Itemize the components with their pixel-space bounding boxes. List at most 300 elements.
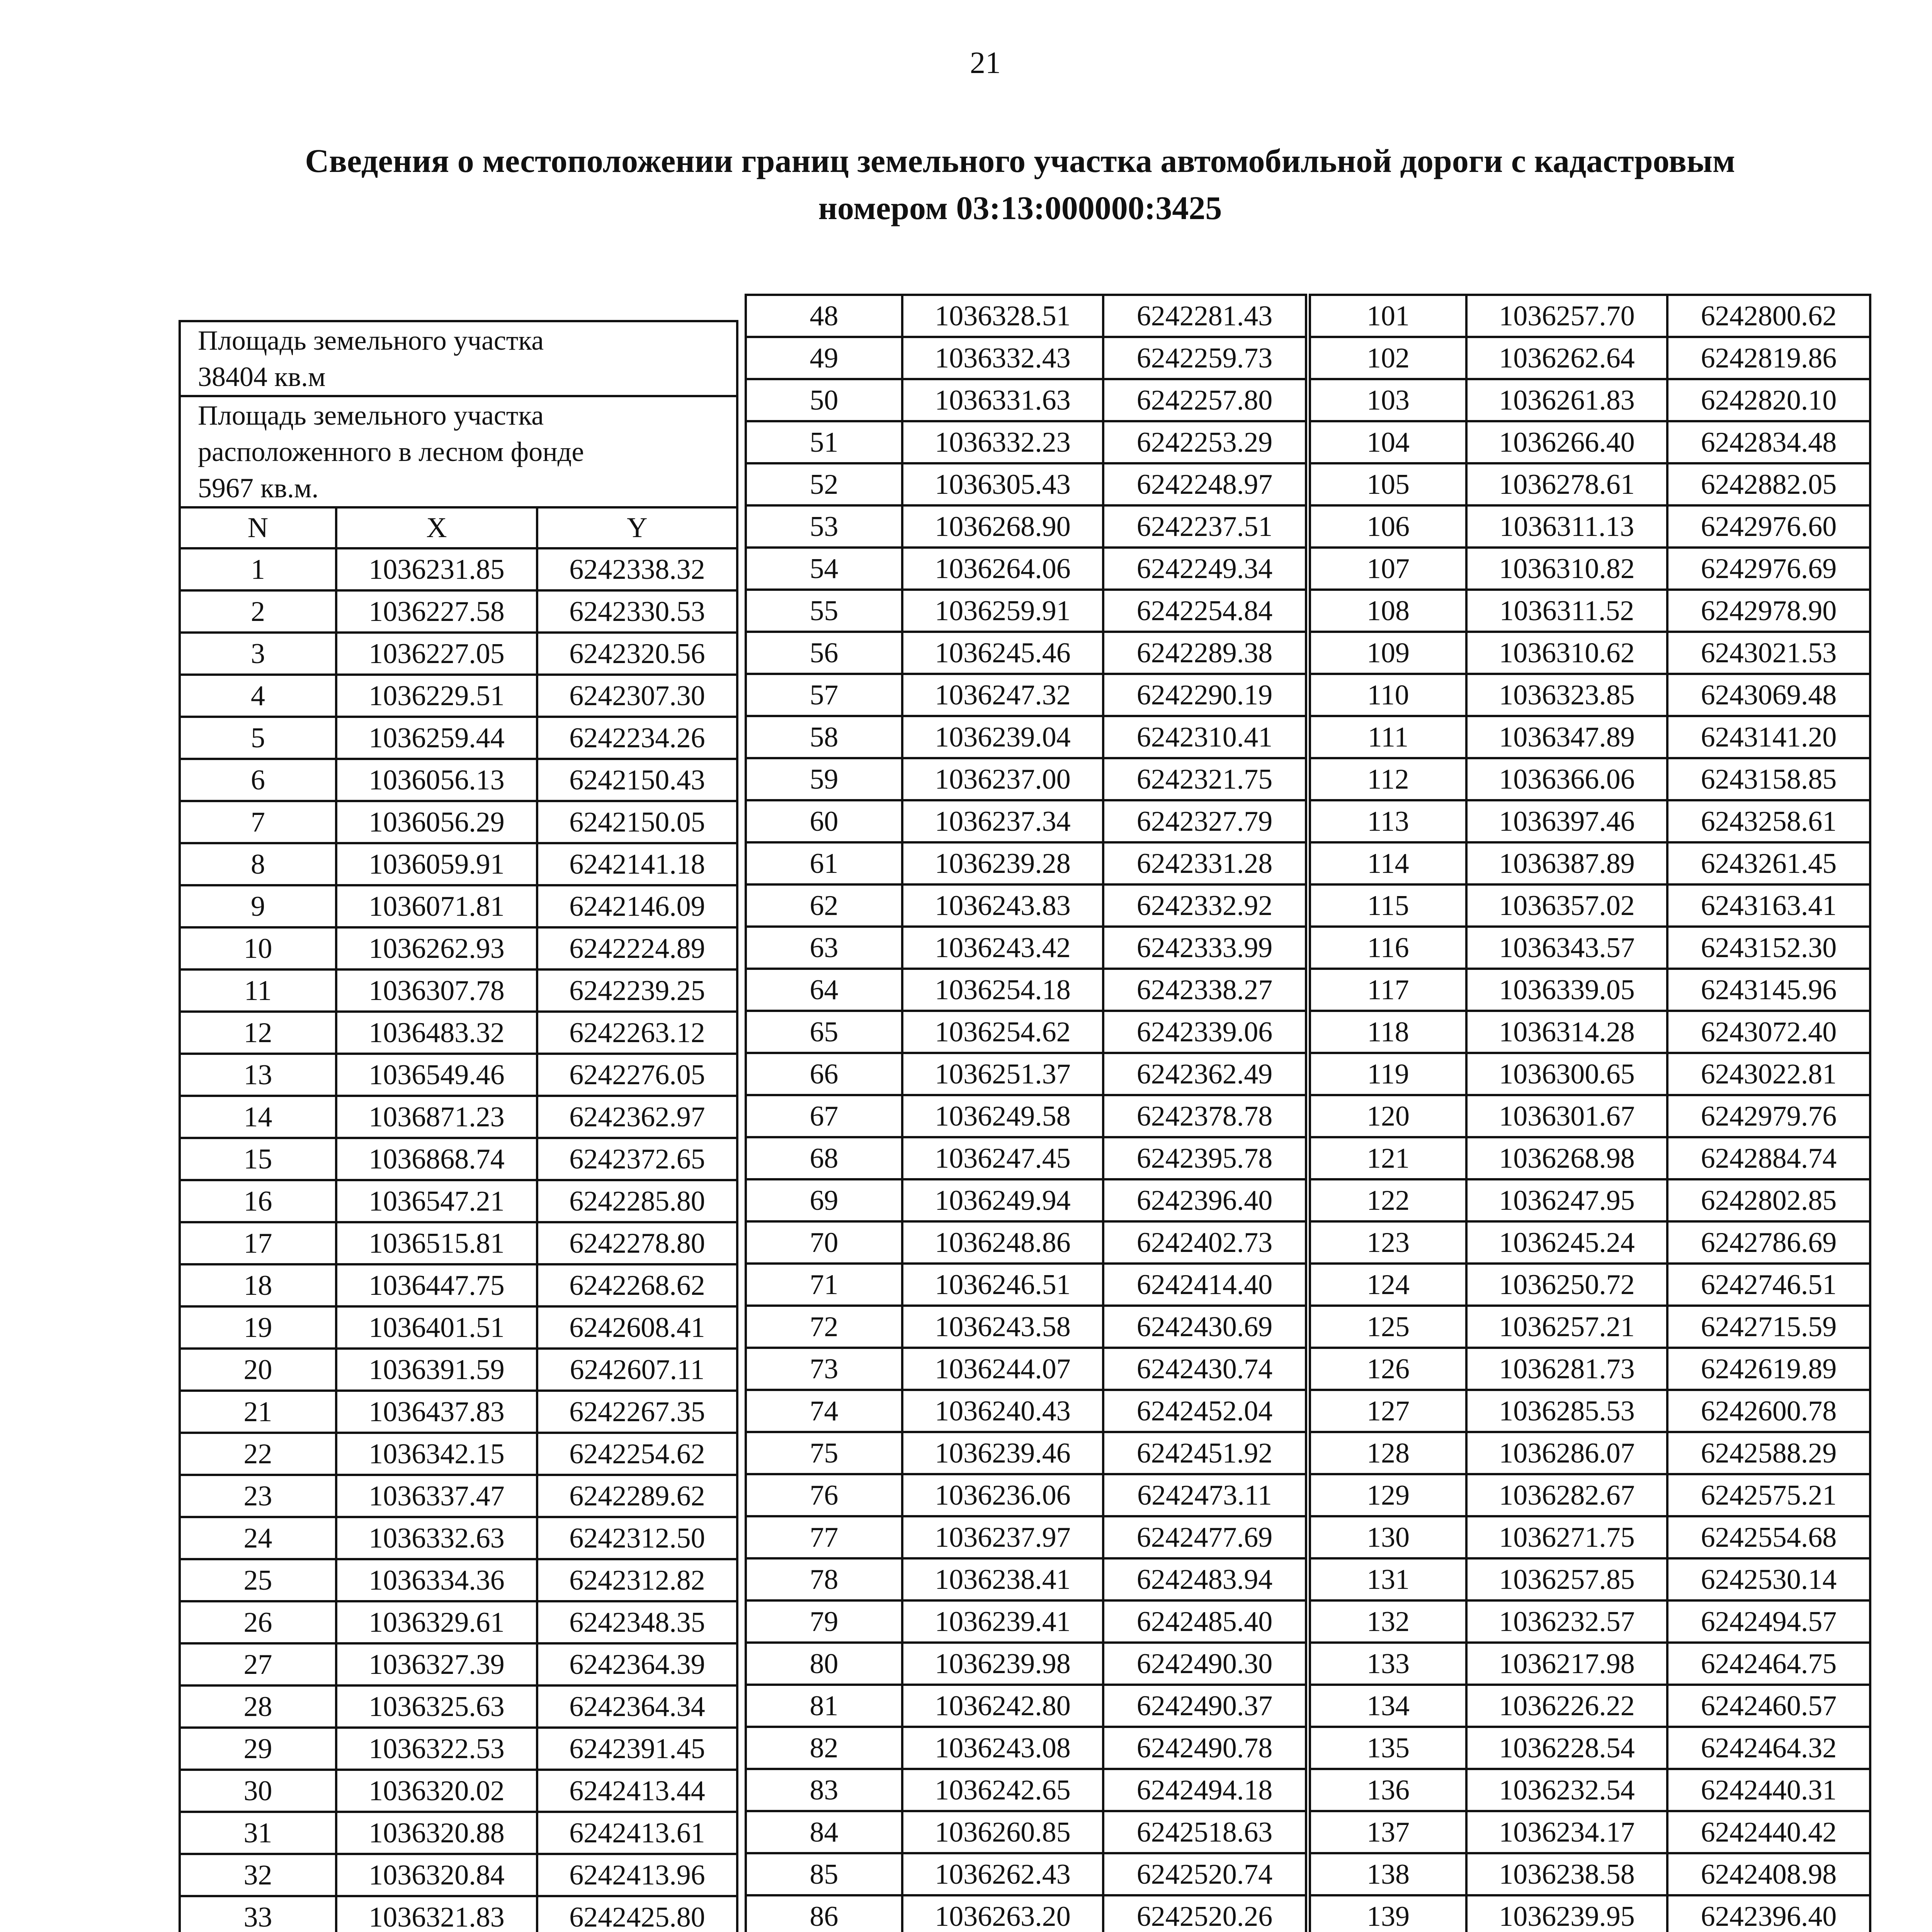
point-number: 106	[1310, 505, 1466, 548]
y-coordinate: 6242490.30	[1103, 1643, 1306, 1685]
point-number: 66	[746, 1053, 902, 1095]
x-coordinate: 1036239.98	[902, 1643, 1103, 1685]
y-coordinate: 6243158.85	[1667, 758, 1870, 800]
table-row	[1310, 716, 1870, 758]
x-coordinate: 1036249.58	[902, 1095, 1103, 1137]
point-number: 134	[1310, 1685, 1466, 1727]
y-coordinate: 6242413.96	[537, 1854, 737, 1896]
y-coordinate: 6242414.40	[1103, 1264, 1306, 1306]
point-number: 22	[180, 1433, 336, 1475]
x-coordinate: 1036239.41	[902, 1600, 1103, 1643]
forest-label-1: Площадь земельного участка	[198, 400, 544, 431]
x-coordinate: 1036071.81	[336, 885, 537, 927]
y-coordinate: 6242320.56	[537, 633, 737, 675]
table-row	[1310, 927, 1870, 969]
point-number: 48	[746, 295, 902, 337]
y-coordinate: 6242402.73	[1103, 1221, 1306, 1264]
y-coordinate: 6242554.68	[1667, 1516, 1870, 1558]
y-coordinate: 6243021.53	[1667, 632, 1870, 674]
y-coordinate: 6242425.80	[537, 1896, 737, 1932]
y-coordinate: 6243152.30	[1667, 927, 1870, 969]
point-number: 21	[180, 1391, 336, 1433]
y-coordinate: 6242290.19	[1103, 674, 1306, 716]
table-row	[746, 1306, 1306, 1348]
table-row	[746, 1348, 1306, 1390]
x-coordinate: 1036243.83	[902, 884, 1103, 927]
x-coordinate: 1036331.63	[902, 379, 1103, 421]
table-row	[1310, 1348, 1870, 1390]
x-coordinate: 1036239.04	[902, 716, 1103, 758]
y-coordinate: 6242430.74	[1103, 1348, 1306, 1390]
point-number: 117	[1310, 969, 1466, 1011]
y-coordinate: 6242234.26	[537, 717, 737, 759]
point-number: 18	[180, 1264, 336, 1306]
point-number: 5	[180, 717, 336, 759]
x-coordinate: 1036329.61	[336, 1601, 537, 1643]
point-number: 70	[746, 1221, 902, 1264]
point-number: 52	[746, 463, 902, 505]
table-row	[1310, 1179, 1870, 1221]
x-coordinate: 1036249.94	[902, 1179, 1103, 1221]
y-coordinate: 6242348.35	[537, 1601, 737, 1643]
x-coordinate: 1036328.51	[902, 295, 1103, 337]
x-coordinate: 1036310.62	[1466, 632, 1667, 674]
table-row	[1310, 842, 1870, 884]
x-coordinate: 1036242.80	[902, 1685, 1103, 1727]
y-coordinate: 6242332.92	[1103, 884, 1306, 927]
point-number: 118	[1310, 1011, 1466, 1053]
point-number: 113	[1310, 800, 1466, 842]
point-number: 111	[1310, 716, 1466, 758]
point-number: 24	[180, 1517, 336, 1559]
point-number: 53	[746, 505, 902, 548]
point-number: 83	[746, 1769, 902, 1811]
y-coordinate: 6243163.41	[1667, 884, 1870, 927]
y-coordinate: 6242249.34	[1103, 548, 1306, 590]
x-coordinate: 1036271.75	[1466, 1516, 1667, 1558]
table-row	[746, 716, 1306, 758]
y-coordinate: 6242307.30	[537, 675, 737, 717]
x-coordinate: 1036366.06	[1466, 758, 1667, 800]
header-row	[180, 507, 737, 548]
x-coordinate: 1036871.23	[336, 1096, 537, 1138]
x-coordinate: 1036868.74	[336, 1138, 537, 1180]
table-row	[746, 1011, 1306, 1053]
y-coordinate: 6242330.53	[537, 590, 737, 633]
y-coordinate: 6242362.97	[537, 1096, 737, 1138]
table-row	[746, 1727, 1306, 1769]
y-coordinate: 6242254.84	[1103, 590, 1306, 632]
point-number: 85	[746, 1853, 902, 1895]
info-row-area	[180, 321, 737, 396]
y-coordinate: 6243261.45	[1667, 842, 1870, 884]
table-row	[1310, 379, 1870, 421]
x-coordinate: 1036217.98	[1466, 1643, 1667, 1685]
y-coordinate: 6242267.35	[537, 1391, 737, 1433]
table-row	[746, 505, 1306, 548]
x-coordinate: 1036251.37	[902, 1053, 1103, 1095]
table-row	[1310, 590, 1870, 632]
point-number: 79	[746, 1600, 902, 1643]
table-row	[1310, 758, 1870, 800]
x-coordinate: 1036226.22	[1466, 1685, 1667, 1727]
table-row	[746, 379, 1306, 421]
page-title	[178, 137, 1862, 231]
point-number: 65	[746, 1011, 902, 1053]
x-coordinate: 1036347.89	[1466, 716, 1667, 758]
forest-label-2: расположенного в лесном фонде	[198, 436, 584, 467]
table-row	[746, 969, 1306, 1011]
point-number: 80	[746, 1643, 902, 1685]
table-row	[180, 1222, 737, 1264]
table-row	[180, 1728, 737, 1770]
x-coordinate: 1036515.81	[336, 1222, 537, 1264]
x-coordinate: 1036311.13	[1466, 505, 1667, 548]
y-coordinate: 6242800.62	[1667, 295, 1870, 337]
table-row	[746, 1390, 1306, 1432]
point-number: 12	[180, 1012, 336, 1054]
point-number: 81	[746, 1685, 902, 1727]
table-row	[746, 1095, 1306, 1137]
x-coordinate: 1036268.90	[902, 505, 1103, 548]
x-coordinate: 1036262.93	[336, 927, 537, 969]
table-row	[1310, 1264, 1870, 1306]
point-number: 73	[746, 1348, 902, 1390]
point-number: 4	[180, 675, 336, 717]
point-number: 119	[1310, 1053, 1466, 1095]
point-number: 58	[746, 716, 902, 758]
point-number: 17	[180, 1222, 336, 1264]
table-row	[180, 1601, 737, 1643]
point-number: 3	[180, 633, 336, 675]
x-coordinate: 1036236.06	[902, 1474, 1103, 1516]
table-row	[180, 759, 737, 801]
point-number: 32	[180, 1854, 336, 1896]
y-coordinate: 6242494.18	[1103, 1769, 1306, 1811]
x-coordinate: 1036245.46	[902, 632, 1103, 674]
x-coordinate: 1036278.61	[1466, 463, 1667, 505]
y-coordinate: 6242372.65	[537, 1138, 737, 1180]
y-coordinate: 6242518.63	[1103, 1811, 1306, 1853]
x-coordinate: 1036549.46	[336, 1054, 537, 1096]
y-coordinate: 6243072.40	[1667, 1011, 1870, 1053]
table-row	[1310, 421, 1870, 463]
y-coordinate: 6243258.61	[1667, 800, 1870, 842]
table-row	[1310, 1685, 1870, 1727]
table-row	[1310, 337, 1870, 379]
table-row	[1310, 1600, 1870, 1643]
point-number: 75	[746, 1432, 902, 1474]
x-coordinate: 1036301.67	[1466, 1095, 1667, 1137]
y-coordinate: 6242976.69	[1667, 548, 1870, 590]
point-number: 63	[746, 927, 902, 969]
point-number: 102	[1310, 337, 1466, 379]
point-number: 67	[746, 1095, 902, 1137]
y-coordinate: 6242746.51	[1667, 1264, 1870, 1306]
area-label: Площадь земельного участка	[198, 325, 544, 356]
table-row	[1310, 1769, 1870, 1811]
table-row	[180, 1433, 737, 1475]
y-coordinate: 6242254.62	[537, 1433, 737, 1475]
y-coordinate: 6243069.48	[1667, 674, 1870, 716]
x-coordinate: 1036300.65	[1466, 1053, 1667, 1095]
table-row	[180, 1349, 737, 1391]
x-coordinate: 1036243.58	[902, 1306, 1103, 1348]
x-coordinate: 1036387.89	[1466, 842, 1667, 884]
table-row	[746, 632, 1306, 674]
y-coordinate: 6242263.12	[537, 1012, 737, 1054]
table-row	[746, 548, 1306, 590]
point-number: 101	[1310, 295, 1466, 337]
table-row	[180, 969, 737, 1012]
table-row	[746, 1221, 1306, 1264]
x-coordinate: 1036254.18	[902, 969, 1103, 1011]
table-row	[746, 1179, 1306, 1221]
y-coordinate: 6242364.34	[537, 1685, 737, 1728]
x-coordinate: 1036307.78	[336, 969, 537, 1012]
y-coordinate: 6242289.38	[1103, 632, 1306, 674]
y-coordinate: 6242312.50	[537, 1517, 737, 1559]
point-number: 120	[1310, 1095, 1466, 1137]
point-number: 84	[746, 1811, 902, 1853]
point-number: 109	[1310, 632, 1466, 674]
x-coordinate: 1036357.02	[1466, 884, 1667, 927]
x-coordinate: 1036059.91	[336, 843, 537, 885]
y-coordinate: 6242268.62	[537, 1264, 737, 1306]
point-number: 136	[1310, 1769, 1466, 1811]
table-row	[180, 1096, 737, 1138]
table-row	[746, 1432, 1306, 1474]
y-coordinate: 6242395.78	[1103, 1137, 1306, 1179]
y-coordinate: 6242490.78	[1103, 1727, 1306, 1769]
y-coordinate: 6242485.40	[1103, 1600, 1306, 1643]
x-coordinate: 1036227.05	[336, 633, 537, 675]
y-coordinate: 6242396.40	[1103, 1179, 1306, 1221]
coordinates-table-1	[179, 320, 738, 1932]
table-row	[1310, 505, 1870, 548]
y-coordinate: 6242600.78	[1667, 1390, 1870, 1432]
table-row	[746, 1853, 1306, 1895]
x-coordinate: 1036263.20	[902, 1895, 1103, 1932]
table-row	[746, 1474, 1306, 1516]
table-row	[746, 800, 1306, 842]
x-coordinate: 1036337.47	[336, 1475, 537, 1517]
y-coordinate: 6242253.29	[1103, 421, 1306, 463]
point-number: 59	[746, 758, 902, 800]
point-number: 76	[746, 1474, 902, 1516]
x-coordinate: 1036323.85	[1466, 674, 1667, 716]
table-row	[1310, 1853, 1870, 1895]
point-number: 138	[1310, 1853, 1466, 1895]
point-number: 50	[746, 379, 902, 421]
y-coordinate: 6242278.80	[537, 1222, 737, 1264]
table-row	[180, 1770, 737, 1812]
table-row	[1310, 1095, 1870, 1137]
y-coordinate: 6242430.69	[1103, 1306, 1306, 1348]
x-coordinate: 1036238.58	[1466, 1853, 1667, 1895]
point-number: 116	[1310, 927, 1466, 969]
table-row	[746, 1685, 1306, 1727]
point-number: 124	[1310, 1264, 1466, 1306]
table-row	[180, 1896, 737, 1932]
x-coordinate: 1036321.83	[336, 1896, 537, 1932]
table-row	[746, 1137, 1306, 1179]
x-coordinate: 1036240.43	[902, 1390, 1103, 1432]
table-row	[1310, 1221, 1870, 1264]
x-coordinate: 1036311.52	[1466, 590, 1667, 632]
coordinates-table-2	[745, 294, 1307, 1932]
point-number: 54	[746, 548, 902, 590]
point-number: 55	[746, 590, 902, 632]
forest-value: 5967 кв.м.	[198, 473, 319, 503]
y-coordinate: 6242786.69	[1667, 1221, 1870, 1264]
y-coordinate: 6242440.31	[1667, 1769, 1870, 1811]
y-coordinate: 6242248.97	[1103, 463, 1306, 505]
table-row	[180, 1138, 737, 1180]
point-number: 13	[180, 1054, 336, 1096]
table-row	[1310, 1432, 1870, 1474]
table-row	[746, 884, 1306, 927]
y-coordinate: 6242413.44	[537, 1770, 737, 1812]
table-row	[746, 674, 1306, 716]
y-coordinate: 6243145.96	[1667, 969, 1870, 1011]
point-number: 125	[1310, 1306, 1466, 1348]
x-coordinate: 1036247.32	[902, 674, 1103, 716]
table-row	[746, 1895, 1306, 1932]
x-coordinate: 1036247.45	[902, 1137, 1103, 1179]
y-coordinate: 6242979.76	[1667, 1095, 1870, 1137]
point-number: 127	[1310, 1390, 1466, 1432]
x-coordinate: 1036286.07	[1466, 1432, 1667, 1474]
y-coordinate: 6242364.39	[537, 1643, 737, 1685]
y-coordinate: 6242378.78	[1103, 1095, 1306, 1137]
x-coordinate: 1036264.06	[902, 548, 1103, 590]
table-row	[746, 590, 1306, 632]
table-row	[746, 1600, 1306, 1643]
y-coordinate: 6242460.57	[1667, 1685, 1870, 1727]
table-row	[746, 842, 1306, 884]
forest-area-cell	[180, 396, 737, 507]
point-number: 62	[746, 884, 902, 927]
y-coordinate: 6242333.99	[1103, 927, 1306, 969]
table-row	[1310, 1011, 1870, 1053]
point-number: 103	[1310, 379, 1466, 421]
y-coordinate: 6242464.75	[1667, 1643, 1870, 1685]
table-row	[746, 1811, 1306, 1853]
x-coordinate: 1036285.53	[1466, 1390, 1667, 1432]
table-row	[1310, 1727, 1870, 1769]
point-number: 121	[1310, 1137, 1466, 1179]
header-x: X	[336, 507, 537, 548]
x-coordinate: 1036228.54	[1466, 1727, 1667, 1769]
point-number: 14	[180, 1096, 336, 1138]
x-coordinate: 1036232.54	[1466, 1769, 1667, 1811]
x-coordinate: 1036237.34	[902, 800, 1103, 842]
y-coordinate: 6242396.40	[1667, 1895, 1870, 1932]
point-number: 60	[746, 800, 902, 842]
point-number: 64	[746, 969, 902, 1011]
y-coordinate: 6242224.89	[537, 927, 737, 969]
point-number: 26	[180, 1601, 336, 1643]
table-row	[180, 1306, 737, 1349]
y-coordinate: 6242588.29	[1667, 1432, 1870, 1474]
table-row	[1310, 1643, 1870, 1685]
x-coordinate: 1036447.75	[336, 1264, 537, 1306]
point-number: 131	[1310, 1558, 1466, 1600]
point-number: 69	[746, 1179, 902, 1221]
point-number: 20	[180, 1349, 336, 1391]
x-coordinate: 1036254.62	[902, 1011, 1103, 1053]
table-row	[180, 1180, 737, 1222]
x-coordinate: 1036246.51	[902, 1264, 1103, 1306]
x-coordinate: 1036239.46	[902, 1432, 1103, 1474]
table-row	[180, 885, 737, 927]
y-coordinate: 6242464.32	[1667, 1727, 1870, 1769]
x-coordinate: 1036322.53	[336, 1728, 537, 1770]
x-coordinate: 1036239.28	[902, 842, 1103, 884]
y-coordinate: 6242141.18	[537, 843, 737, 885]
point-number: 77	[746, 1516, 902, 1558]
table-row	[1310, 1053, 1870, 1095]
x-coordinate: 1036320.88	[336, 1812, 537, 1854]
table-row	[180, 1812, 737, 1854]
y-coordinate: 6242978.90	[1667, 590, 1870, 632]
point-number: 29	[180, 1728, 336, 1770]
y-coordinate: 6242490.37	[1103, 1685, 1306, 1727]
point-number: 104	[1310, 421, 1466, 463]
point-number: 105	[1310, 463, 1466, 505]
table-row	[1310, 463, 1870, 505]
y-coordinate: 6242608.41	[537, 1306, 737, 1349]
x-coordinate: 1036282.67	[1466, 1474, 1667, 1516]
y-coordinate: 6242150.43	[537, 759, 737, 801]
x-coordinate: 1036327.39	[336, 1643, 537, 1685]
y-coordinate: 6242150.05	[537, 801, 737, 843]
table-row	[180, 1559, 737, 1601]
point-number: 56	[746, 632, 902, 674]
x-coordinate: 1036483.32	[336, 1012, 537, 1054]
x-coordinate: 1036229.51	[336, 675, 537, 717]
point-number: 49	[746, 337, 902, 379]
y-coordinate: 6242451.92	[1103, 1432, 1306, 1474]
y-coordinate: 6242339.06	[1103, 1011, 1306, 1053]
y-coordinate: 6242331.28	[1103, 842, 1306, 884]
y-coordinate: 6242819.86	[1667, 337, 1870, 379]
point-number: 86	[746, 1895, 902, 1932]
x-coordinate: 1036397.46	[1466, 800, 1667, 842]
y-coordinate: 6242327.79	[1103, 800, 1306, 842]
point-number: 31	[180, 1812, 336, 1854]
y-coordinate: 6242530.14	[1667, 1558, 1870, 1600]
y-coordinate: 6242440.42	[1667, 1811, 1870, 1853]
x-coordinate: 1036250.72	[1466, 1264, 1667, 1306]
point-number: 11	[180, 969, 336, 1012]
y-coordinate: 6242882.05	[1667, 463, 1870, 505]
header-y: Y	[537, 507, 737, 548]
point-number: 10	[180, 927, 336, 969]
table-row	[1310, 548, 1870, 590]
table-row	[180, 927, 737, 969]
point-number: 51	[746, 421, 902, 463]
point-number: 112	[1310, 758, 1466, 800]
x-coordinate: 1036243.08	[902, 1727, 1103, 1769]
x-coordinate: 1036401.51	[336, 1306, 537, 1349]
point-number: 110	[1310, 674, 1466, 716]
table-row	[746, 1516, 1306, 1558]
x-coordinate: 1036325.63	[336, 1685, 537, 1728]
x-coordinate: 1036314.28	[1466, 1011, 1667, 1053]
x-coordinate: 1036261.83	[1466, 379, 1667, 421]
